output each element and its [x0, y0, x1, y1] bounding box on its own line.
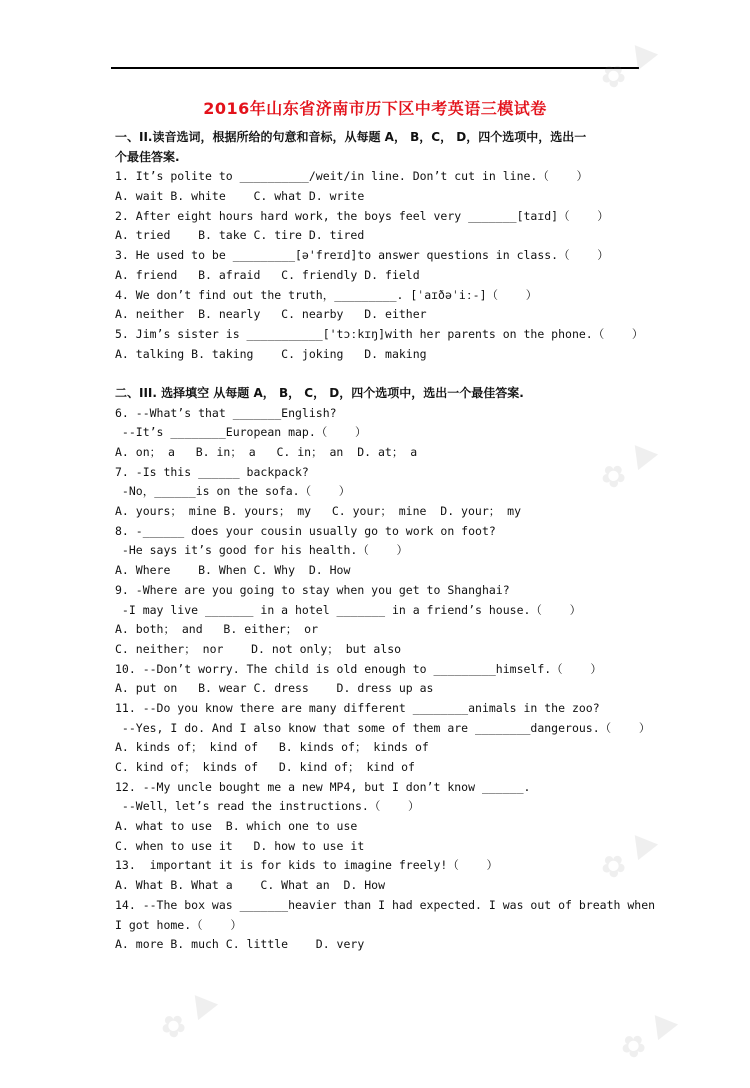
question-line: 13. important it is for kids to imagine freely!（ ） [115, 858, 499, 873]
question-line: 5. Jim’s sister is ___________['tɔːkɪŋ]with her parents on the phone.（ ） [115, 326, 644, 341]
watermark-logo: ✿ ⛰ [593, 822, 663, 888]
spacer [115, 364, 645, 384]
exam-body [115, 128, 656, 955]
watermark-logo: ✿ ⛰ [613, 1002, 683, 1068]
question-line: 1. It’s polite to __________/weit/in line. Don’t cut in line.（ ） [115, 169, 589, 184]
section-heading: 个最佳答案. [115, 149, 180, 164]
question-line: 6. --What’s that _______English? [115, 405, 337, 420]
question-line: C. when to use it D. how to use it [115, 838, 365, 853]
question-line: A. talking B. taking C. joking D. making [115, 346, 427, 361]
question-line: 4. We don’t find out the truth，_________. [ˈaɪðəˈiː-]（ ） [115, 287, 538, 302]
watermark-logo: ✿ ⛰ [593, 432, 663, 498]
question-line: A. both； and B. either； or [115, 622, 319, 637]
question-line: --Well，let’s read the instructions.（ ） [115, 799, 420, 814]
watermark-logo: ✿ ⛰ [593, 32, 663, 98]
question-line: A. What B. What a C. What an D. How [115, 878, 386, 893]
question-line: A. kinds of； kind of B. kinds of； kinds of [115, 740, 429, 755]
question-line: A. put on B. wear C. dress D. dress up as [115, 681, 434, 696]
question-line: A. more B. much C. little D. very [115, 937, 365, 952]
question-line: A. tried B. take C. tire D. tired [115, 228, 365, 243]
question-line: A. on； a B. in； a C. in； an D. at； a [115, 445, 418, 459]
question-line: --It’s ________European map.（ ） [115, 425, 367, 440]
question-line: --Yes, I do. And I also know that some of them are ________dangerous.（ ） [115, 720, 651, 735]
question-line: -He says it’s good for his health.（ ） [115, 543, 409, 558]
question-line: 11. --Do you know there are many different ________animals in the zoo? [115, 700, 600, 715]
question-line: 10. --Don’t worry. The child is old enough to _________himself.（ ） [115, 661, 602, 676]
question-line: -I may live _______ in a hotel _______ in a friend’s house.（ ） [115, 602, 582, 617]
question-line: 3. He used to be _________[ə'freɪd]to answer questions in class.（ ） [115, 248, 609, 263]
question-line: A. friend B. afraid C. friendly D. field [115, 267, 420, 282]
question-line: A. what to use B. which one to use [115, 819, 358, 834]
question-line: 7. -Is this ______ backpack? [115, 464, 309, 479]
question-line: A. yours； mine B. yours； my C. your； mine D. your； my [115, 504, 522, 519]
question-line: -No，______is on the sofa.（ ） [115, 484, 351, 499]
header-rule [111, 67, 639, 69]
question-line: A. wait B. white C. what D. write [115, 189, 365, 204]
question-line: A. neither B. nearly C. nearby D. either [115, 307, 427, 322]
section-heading: 二、III. 选择填空 从每题 A， B， C， D，四个选项中，选出一个最佳答案. [115, 385, 524, 400]
watermark-logo: ✿ ⛰ [153, 982, 223, 1048]
question-line: I got home.（ ） [115, 917, 242, 932]
page-title: 2016年山东省济南市历下区中考英语三模试卷 [203, 99, 547, 118]
question-line: 12. --My uncle bought me a new MP4, but I don’t know ______. [115, 779, 531, 794]
question-line: 9. -Where are you going to stay when you get to Shanghai? [115, 582, 510, 597]
section-heading: 一、II.读音选词，根据所给的句意和音标，从每题 A， B，C， D，四个选项中，选出一 [115, 130, 587, 144]
question-line: A. Where B. When C. Why D. How [115, 563, 351, 578]
question-line: 2. After eight hours hard work, the boys feel very _______[taɪd]（ ） [115, 208, 609, 223]
question-line: 8. -______ does your cousin usually go to work on foot? [115, 523, 496, 538]
question-line: C. kind of； kinds of D. kind of； kind of [115, 760, 415, 774]
question-line: C. neither； nor D. not only； but also [115, 641, 402, 656]
question-line: 14. --The box was _______heavier than I had expected. I was out of breath when [115, 897, 656, 912]
